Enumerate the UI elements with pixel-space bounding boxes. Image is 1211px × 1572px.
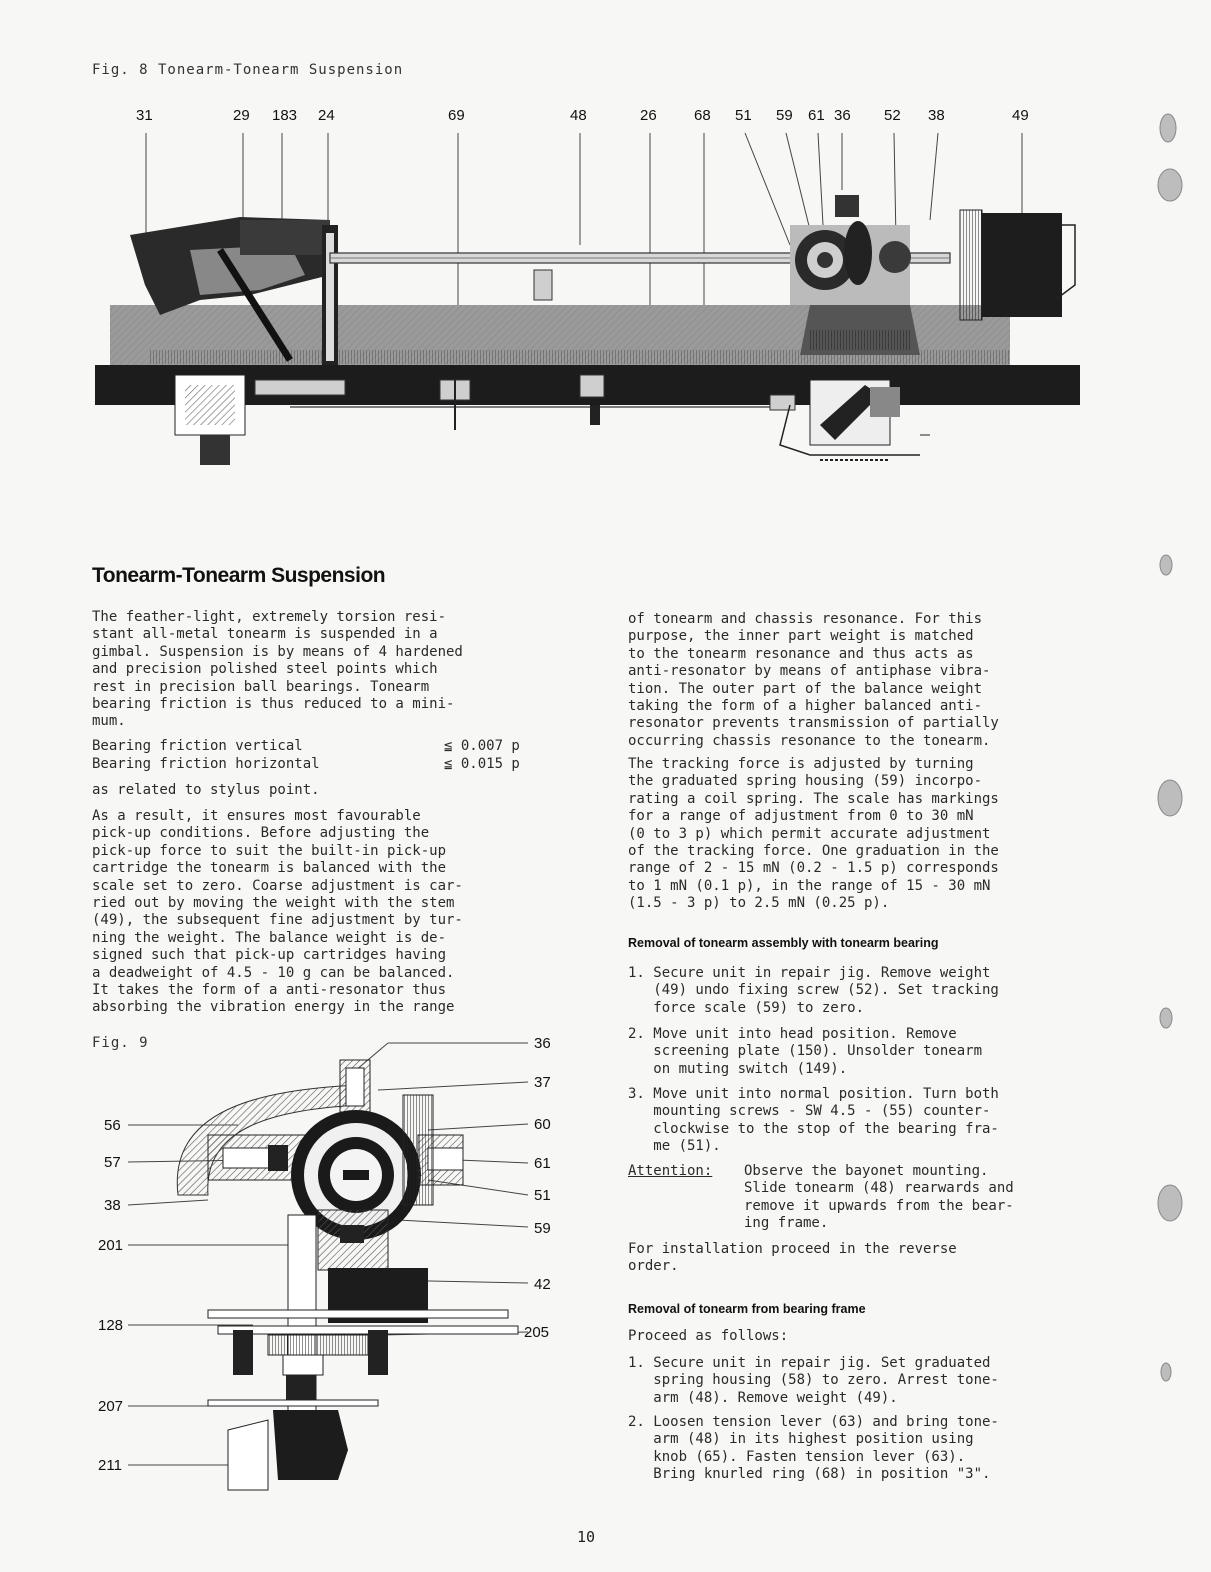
fig9-callout: 37 <box>534 1074 551 1091</box>
friction-vertical-label: Bearing friction vertical <box>92 738 303 754</box>
fig8-callout: 59 <box>776 107 793 124</box>
removal-frame-step: 1. Secure unit in repair jig. Set graduated spring housing (58) to zero. Arrest tone- arm (48). Remove weight (49). <box>628 1355 999 1406</box>
fig9-bearing-drawing <box>128 1030 533 1495</box>
fig8-callout: 68 <box>694 107 711 124</box>
fig8-callout: 29 <box>233 107 250 124</box>
removal-assembly-step: 3. Move unit into normal position. Turn both mounting screws - SW 4.5 - (55) counter- clockwise to the stop of the bearing fra- me (51). <box>628 1086 999 1155</box>
fig9-callout: 60 <box>534 1116 551 1133</box>
fig8-callout: 24 <box>318 107 335 124</box>
fig8-caption: Fig. 8 Tonearm-Tonearm Suspension <box>92 62 404 78</box>
related-note: as related to stylus point. <box>92 782 320 798</box>
resonance-paragraph: of tonearm and chassis resonance. For this purpose, the inner part weight is matched to the tonearm resonance and thus acts as anti-resonator by means of antiphase vibra- tion. The outer part of the balance weight taking the form of a higher balanced anti- resonator prevents transmission of partially occurring chassis resonance to the tonearm. <box>628 611 999 749</box>
friction-horizontal-value: ≦ 0.015 p <box>444 756 520 772</box>
installation-note: For installation proceed in the reverse order. <box>628 1241 957 1275</box>
page-number: 10 <box>577 1528 596 1546</box>
intro-paragraph: The feather-light, extremely torsion resi- stant all-metal tonearm is suspended in a gimbal. Suspension is by means of 4 hardened and precision polished steel points which rest in precision ball bearings. Tonearm bearing friction is thus reduced to a mini- mum. <box>92 609 463 730</box>
tracking-force-paragraph: The tracking force is adjusted by turning the graduated spring housing (59) incorpo- rating a coil spring. The scale has markings for a range of adjustment from 0 to 30 mN (0 to 3 p) which permit accurate adjustment of the tracking force. One graduation in the range of 2 - 15 mN (0.2 - 1.5 p) corresponds to 1 mN (0.1 p), in the range of 15 - 30 mN (1.5 - 3 p) to 2.5 mN (0.25 p). <box>628 756 999 912</box>
fig9-callout: 128 <box>98 1317 124 1334</box>
attention-text: Observe the bayonet mounting. Slide tonearm (48) rearwards and remove it upwards from the bear- ing frame. <box>744 1163 1014 1232</box>
fig8-callout: 52 <box>884 107 901 124</box>
fig9-callout: 207 <box>98 1398 124 1415</box>
fig8-callout: 61 <box>808 107 825 124</box>
removal-assembly-step: 1. Secure unit in repair jig. Remove weight (49) undo fixing screw (52). Set tracking force scale (59) to zero. <box>628 965 999 1016</box>
fig8-callout: 183 <box>272 107 298 124</box>
removal-frame-step: 2. Loosen tension lever (63) and bring tone- arm (48) in its highest position using knob (65). Fasten tension lever (63). Bring knurled ring (68) in position "3". <box>628 1414 999 1483</box>
fig9-callout: 36 <box>534 1035 551 1052</box>
fig9-callout: 42 <box>534 1276 551 1293</box>
fig8-callout: 31 <box>136 107 153 124</box>
fig9-callout: 57 <box>104 1154 121 1171</box>
fig9-caption: Fig. 9 <box>92 1035 149 1051</box>
fig8-callout: 51 <box>735 107 752 124</box>
fig8-callout: 49 <box>1012 107 1029 124</box>
fig9-callout: 59 <box>534 1220 551 1237</box>
fig9-callout: 211 <box>98 1457 122 1474</box>
fig9-callout: 205 <box>524 1324 550 1341</box>
fig8-tonearm-drawing <box>90 125 1100 485</box>
fig8-callout: 38 <box>928 107 945 124</box>
removal-frame-intro: Proceed as follows: <box>628 1328 789 1344</box>
removal-assembly-heading: Removal of tonearm assembly with tonearm bearing <box>628 936 939 950</box>
attention-label: Attention: <box>628 1163 713 1179</box>
fig9-callout: 56 <box>104 1117 121 1134</box>
removal-assembly-step: 2. Move unit into head position. Remove screening plate (150). Unsolder tonearm on muting switch (149). <box>628 1026 983 1077</box>
fig8-callout: 36 <box>834 107 851 124</box>
result-paragraph: As a result, it ensures most favourable pick-up conditions. Before adjusting the pick-up force to suit the built-in pick-up cartridge the tonearm is balanced with the scale set to zero. Coarse adjustment is car- ried out by moving the weight with the stem (49), the subsequent fine adjustment by tur- ning the weight. The balance weight is de- signed such that pick-up cartridges having a deadweight of 4.5 - 10 g can be balanced. It takes the form of a anti-resonator thus absorbing the vibration energy in the range <box>92 808 463 1016</box>
friction-vertical-value: ≦ 0.007 p <box>444 738 520 754</box>
fig9-callout: 61 <box>534 1155 551 1172</box>
fig8-callout: 48 <box>570 107 587 124</box>
fig8-callout: 26 <box>640 107 657 124</box>
fig9-callout: 38 <box>104 1197 121 1214</box>
fig8-callout: 69 <box>448 107 465 124</box>
fig9-callout: 201 <box>98 1237 124 1254</box>
section-title: Tonearm-Tonearm Suspension <box>92 564 386 587</box>
binder-hole-icon <box>1150 110 1190 1510</box>
removal-frame-heading: Removal of tonearm from bearing frame <box>628 1302 866 1316</box>
fig9-callout: 51 <box>534 1187 551 1204</box>
friction-horizontal-label: Bearing friction horizontal <box>92 756 320 772</box>
